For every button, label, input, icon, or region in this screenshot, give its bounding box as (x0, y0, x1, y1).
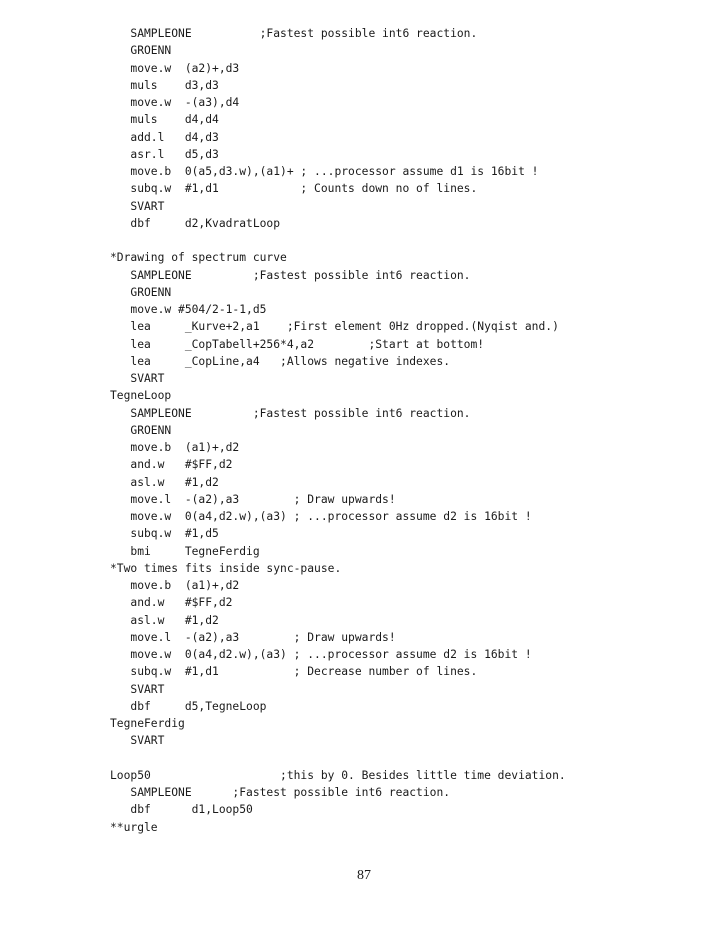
code-line: lea _CopTabell+256*4,a2 ;Start at bottom! (110, 337, 485, 351)
code-line: GROENN (110, 423, 172, 437)
code-line: *Two times fits inside sync-pause. (110, 561, 342, 575)
code-line: move.b 0(a5,d3.w),(a1)+ ; ...processor assume d1 is 16bit ! (110, 165, 539, 178)
code-line: SVART (110, 199, 165, 213)
code-line: dbf d2,KvadratLoop (110, 216, 281, 230)
code-line: dbf d1,Loop50 (110, 803, 253, 817)
code-line: SAMPLEONE ;Fastest possible int6 reaction. (110, 786, 451, 799)
code-line: move.b (a1)+,d2 (110, 579, 240, 592)
code-line: SVART (110, 682, 165, 696)
code-line: move.w 0(a4,d2.w),(a3) ; ...processor assume d2 is 16bit ! (110, 648, 532, 661)
code-line: SVART (110, 734, 165, 748)
code-line: asl.w #1,d2 (110, 475, 219, 489)
code-line (110, 750, 566, 767)
code-line: SAMPLEONE ;Fastest possible int6 reaction. (110, 406, 471, 420)
code-line: SAMPLEONE ;Fastest possible int6 reaction. (110, 27, 478, 40)
code-listing (110, 25, 566, 836)
code-line: subq.w #1,d5 (110, 527, 219, 541)
code-line: GROENN (110, 285, 172, 299)
code-line: Loop50 ;this by 0. Besides little time deviation. (110, 768, 566, 782)
code-line: TegneLoop (110, 389, 172, 403)
code-line: and.w #$FF,d2 (110, 458, 233, 472)
code-line: lea _CopLine,a4 ;Allows negative indexes. (110, 354, 451, 368)
code-line: move.w (a2)+,d3 (110, 61, 240, 75)
code-line: TegneFerdig (110, 717, 185, 730)
code-line: GROENN (110, 44, 172, 58)
code-line: move.w #504/2-1-1,d5 (110, 303, 267, 316)
code-line: bmi TegneFerdig (110, 544, 260, 558)
code-line: subq.w #1,d1 ; Counts down no of lines. (110, 182, 478, 196)
code-line: *Drawing of spectrum curve (110, 251, 287, 265)
code-line: add.l d4,d3 (110, 130, 219, 144)
code-line: subq.w #1,d1 ; Decrease number of lines. (110, 665, 478, 679)
code-line: move.w -(a3),d4 (110, 96, 240, 109)
code-line: and.w #$FF,d2 (110, 596, 233, 610)
code-line: asr.l d5,d3 (110, 147, 219, 161)
code-line: move.b (a1)+,d2 (110, 441, 240, 454)
code-line: muls d3,d3 (110, 78, 219, 92)
code-line: SAMPLEONE ;Fastest possible int6 reaction. (110, 268, 471, 282)
code-line: move.l -(a2),a3 ; Draw upwards! (110, 492, 396, 506)
code-line: move.w 0(a4,d2.w),(a3) ; ...processor assume d2 is 16bit ! (110, 510, 532, 523)
code-line: dbf d5,TegneLoop (110, 699, 267, 713)
code-line: **urgle (110, 820, 158, 834)
code-line: muls d4,d4 (110, 113, 219, 127)
code-line: asl.w #1,d2 (110, 613, 219, 627)
page-number: 87 (357, 868, 371, 883)
code-line: SVART (110, 372, 165, 385)
code-line: move.l -(a2),a3 ; Draw upwards! (110, 630, 396, 644)
code-line: lea _Kurve+2,a1 ;First element 0Hz dropped.(Nyqist and.) (110, 320, 559, 334)
code-line (110, 232, 566, 249)
